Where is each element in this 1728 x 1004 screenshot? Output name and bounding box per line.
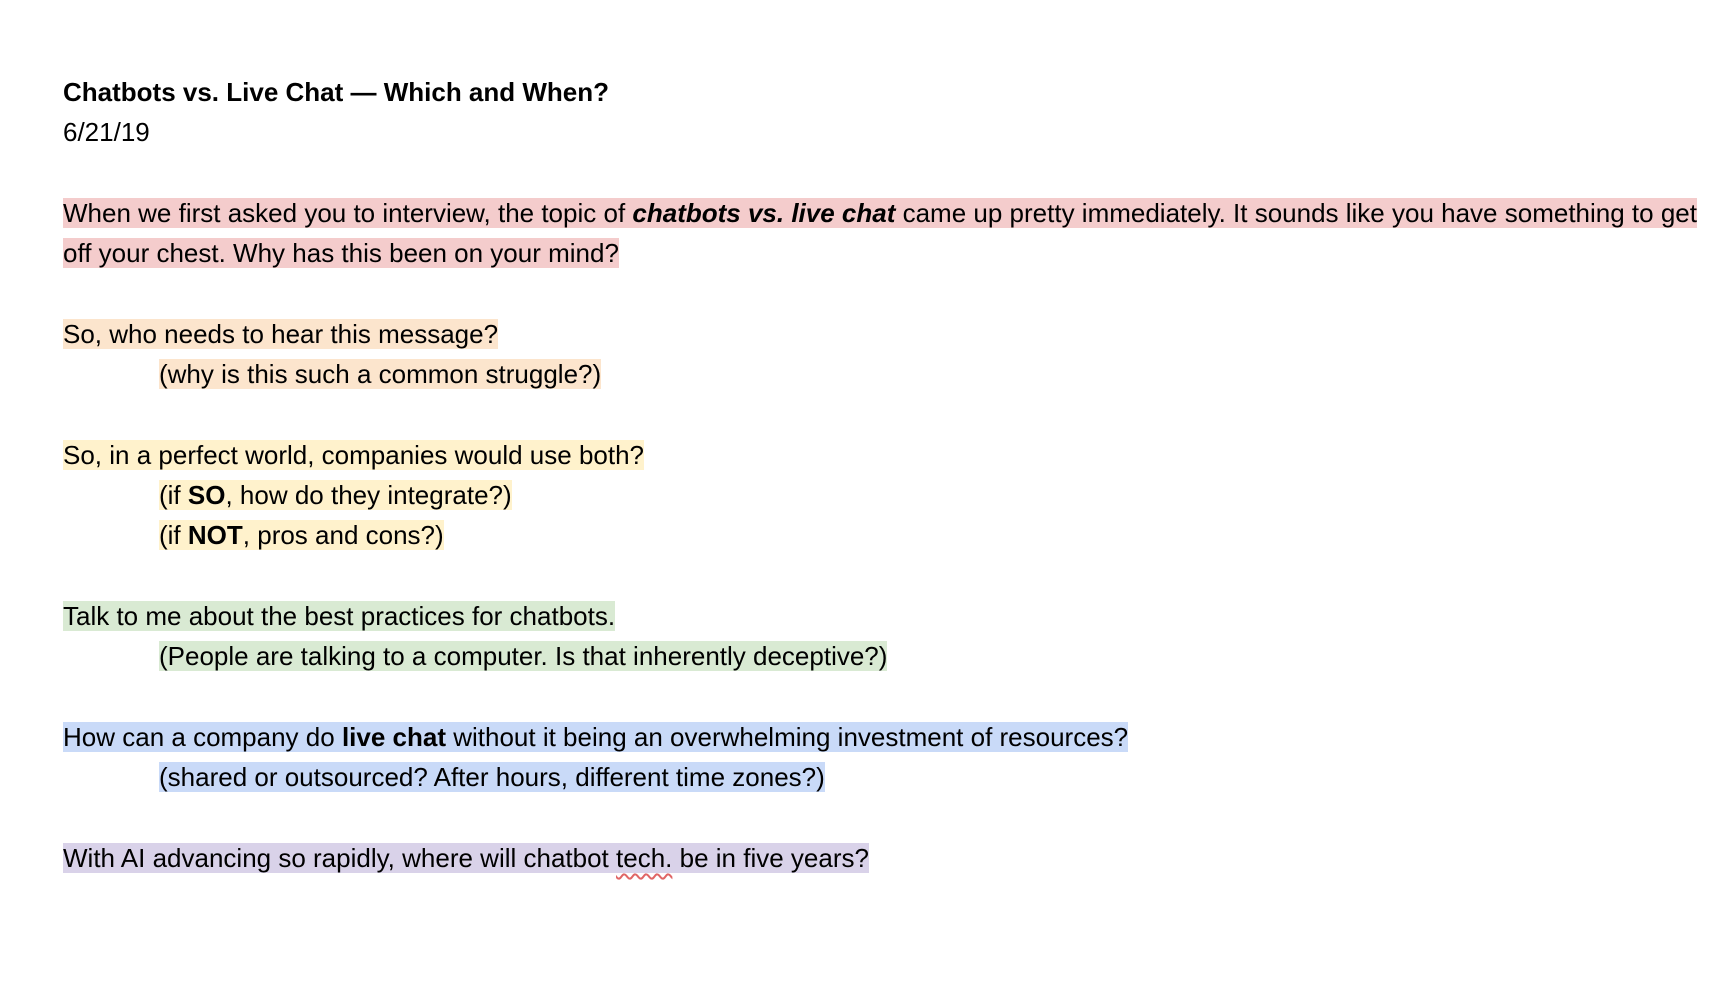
- document-date: 6/21/19: [63, 117, 150, 147]
- question-1: [63, 193, 1703, 273]
- question-6-post: be in five years?: [672, 843, 869, 873]
- question-6: [63, 838, 1723, 878]
- spacer: [63, 273, 1723, 314]
- question-1-emphasis: chatbots vs. live chat: [632, 198, 896, 228]
- question-4-text: Talk to me about the best practices for chatbots.: [63, 601, 616, 631]
- question-2-text: So, who needs to hear this message?: [63, 319, 499, 349]
- question-3-sub-2-bold: NOT: [187, 520, 243, 550]
- question-3-sub-2: [63, 515, 1723, 555]
- question-3-sub-1-post: , how do they integrate?): [225, 480, 512, 510]
- question-5-pre: How can a company do: [63, 722, 342, 752]
- spellcheck-flagged-word[interactable]: tech.: [616, 843, 673, 873]
- question-5-highlight: [63, 722, 1128, 752]
- question-3-sub-1-pre: (if: [159, 480, 188, 510]
- spacer: [63, 676, 1723, 717]
- question-6-highlight: [63, 843, 869, 873]
- document-body[interactable]: [63, 72, 1723, 878]
- spacer: [63, 394, 1723, 435]
- spacer: [63, 152, 1723, 193]
- question-3: [63, 435, 1723, 475]
- question-3-sub-1-highlight: [159, 480, 512, 510]
- question-3-sub-1: [63, 475, 1723, 515]
- question-2: [63, 314, 1723, 354]
- question-5-bold: live chat: [341, 722, 446, 752]
- question-5-sub: [63, 757, 1723, 797]
- question-4-sub: [63, 636, 1723, 676]
- question-1-highlight: [63, 198, 1697, 268]
- question-1-text-start: When we first asked you to interview, the topic of: [63, 198, 633, 228]
- question-5: [63, 717, 1723, 757]
- question-3-sub-2-pre: (if: [159, 520, 188, 550]
- question-5-post: without it being an overwhelming investment of resources?: [446, 722, 1129, 752]
- question-6-pre: With AI advancing so rapidly, where will chatbot: [63, 843, 617, 873]
- question-5-sub-text: (shared or outsourced? After hours, different time zones?): [159, 762, 825, 792]
- question-3-sub-2-post: , pros and cons?): [242, 520, 444, 550]
- question-4-sub-text: (People are talking to a computer. Is that inherently deceptive?): [159, 641, 888, 671]
- spacer: [63, 797, 1723, 838]
- question-3-text: So, in a perfect world, companies would use both?: [63, 440, 645, 470]
- question-3-sub-1-bold: SO: [187, 480, 226, 510]
- question-4: [63, 596, 1723, 636]
- question-3-sub-2-highlight: [159, 520, 444, 550]
- question-2-sub-text: (why is this such a common struggle?): [159, 359, 602, 389]
- question-2-sub: [63, 354, 1723, 394]
- spacer: [63, 555, 1723, 596]
- question-1-text-end: came up pretty immediately. It sounds like you have something to get off your chest. Why has this been on your mind?: [63, 198, 1697, 268]
- document-title: Chatbots vs. Live Chat — Which and When?: [63, 77, 610, 107]
